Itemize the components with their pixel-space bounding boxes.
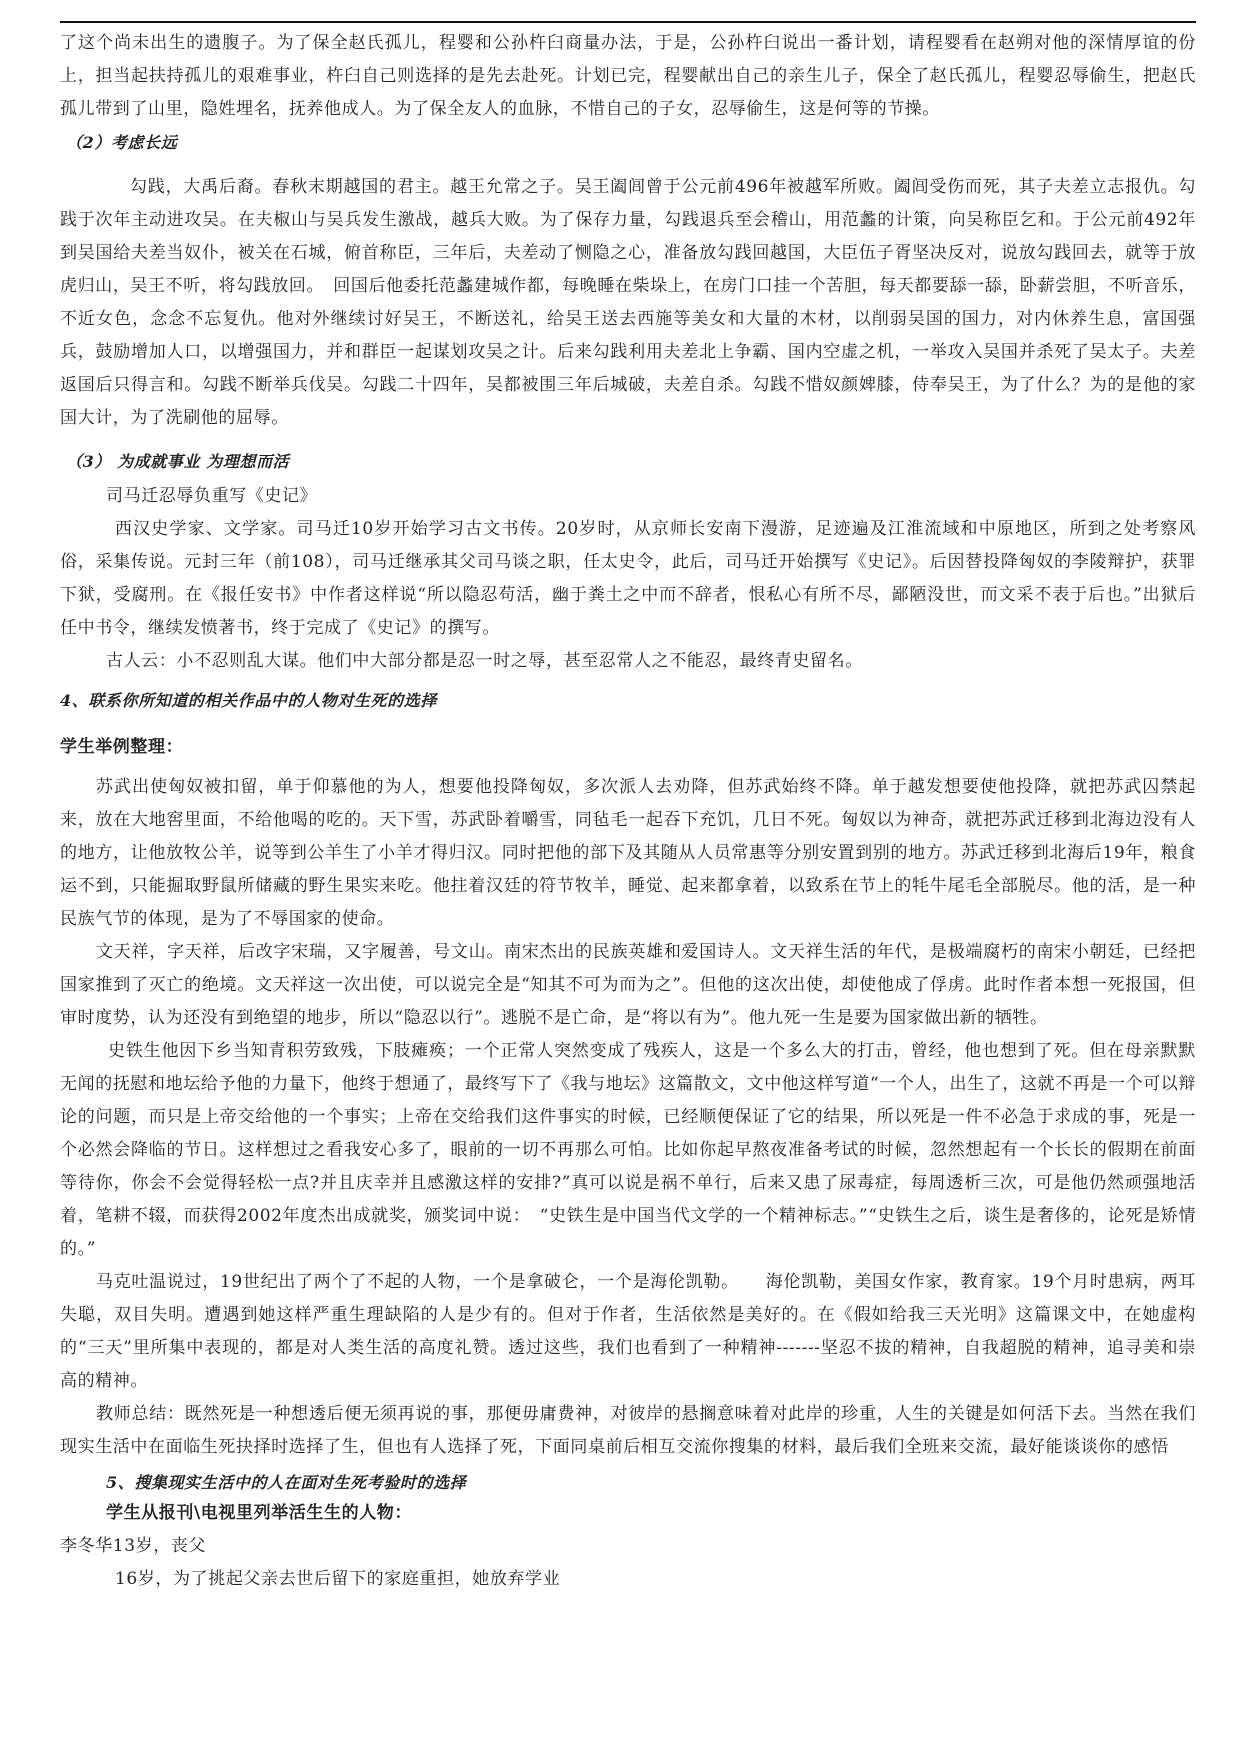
- paragraph-lidonghua: 李冬华13岁，丧父: [60, 1536, 207, 1556]
- paragraph-simaqian: 西汉史学家、文学家。司马迁10岁开始学习古文书传。20岁时，从京师长安南下漫游，足迹遍及江淮流域和中原地区，所到之处考察风俗，采集传说。元封三年（前108），司马迁继承其父司马谈之职，任太史令，此后，司马迁开始撰写《史记》。后因替投降匈奴的李陵辩护，获罪下狱，受腐刑。在《报任安书》中作者这样说“所以隐忍苟活，幽于粪土之中而不辞者，恨私心有所不尽，鄙陋没世，而文采不表于后也。”出狱后任中书令，继续发愤著书，终于完成了《史记》的撰写。: [60, 519, 1196, 638]
- paragraph-teacher-summary: 教师总结：既然死是一种想透后便无须再说的事，那便毋庸费神，对彼岸的悬搁意味着对此岸的珍重，人生的关键是如何活下去。当然在我们现实生活中在面临生死抉择时选择了生，但也有人选择了死，下面同桌前后相互交流你搜集的材料，最后我们全班来交流，最好能谈谈你的感悟: [60, 1404, 1196, 1457]
- heading-section-5: 5、搜集现实生活中的人在面对生死考验时的选择: [106, 1473, 467, 1492]
- heading-long-term: （2）考虑长远: [66, 133, 178, 152]
- header-rule: [60, 21, 1196, 23]
- paragraph-goujian: 勾践，大禹后裔。春秋末期越国的君主。越王允常之子。吴王阖闾曾于公元前496年被越军所败。阖闾受伤而死，其子夫差立志报仇。勾践于次年主动进攻吴。在夫椒山与吴兵发生激战，越兵大败。为了保存力量，勾践退兵至会稽山，用范蠡的计策，向吴称臣乞和。于公元前492年到吴国给夫差当奴仆，被关在石城，俯首称臣，三年后，夫差动了恻隐之心，准备放勾践回越国，大臣伍子胥坚决反对，说放勾践回去，就等于放虎归山，吴王不听，将勾践放回。 回国后他委托范蠡建城作都，每晚睡在柴垛上，在房门口挂一个苦胆，每天都要舔一舔，卧薪尝胆，不听音乐，不近女色，念念不忘复仇。他对外继续讨好吴王，不断送礼，给吴王送去西施等美女和大量的木材，以削弱吴国的国力，对内休养生息，富国强兵，鼓励增加人口，以增强国力，并和群臣一起谋划攻吴之计。后来勾践利用夫差北上争霸、国内空虚之机，一举攻入吴国并杀死了吴太子。夫差返国后只得言和。勾践不断举兵伐吴。勾践二十四年，吴都被围三年后城破，夫差自杀。勾践不惜奴颜婢膝，侍奉吴王，为了什么？为的是他的家国大计，为了洗刷他的屈辱。: [60, 177, 1196, 428]
- paragraph-helen-keller: 马克吐温说过，19世纪出了两个了不起的人物，一个是拿破仑，一个是海伦凯勒。 海伦凯勒，美国女作家，教育家。19个月时患病，两耳失聪，双目失明。遭遇到她这样严重生理缺陷的人是少有的。但对于作者，生活依然是美好的。在《假如给我三天光明》这篇课文中，在她虚构的“三天”里所集中表现的，都是对人类生活的高度礼赞。透过这些，我们也看到了一种精神-------坚忍不拔的精神，自我超脱的精神，追寻美和崇高的精神。: [60, 1272, 1196, 1391]
- document-body: [60, 27, 1196, 1596]
- heading-student-examples: 学生举例整理：: [60, 737, 184, 757]
- paragraph-zhao-orphan: 了这个尚未出生的遗腹子。为了保全赵氏孤儿，程婴和公孙杵臼商量办法，于是，公孙杵臼说出一番计划，请程婴看在赵朔对他的深情厚谊的份上，担当起扶持孤儿的艰难事业，杵臼自己则选择的是先去赴死。计划已完，程婴献出自己的亲生儿子，保全了赵氏孤儿，程婴忍辱偷生，把赵氏孤儿带到了山里，隐姓埋名，抚养他成人。为了保全友人的血脉，不惜自己的子女，忍辱偷生，这是何等的节操。: [60, 33, 1196, 119]
- paragraph-shitiesheng: 史铁生他因下乡当知青积劳致残，下肢瘫痪；一个正常人突然变成了残疾人，这是一个多么大的打击，曾经，他也想到了死。但在母亲默默无闻的抚慰和地坛给予他的力量下，他终于想通了，最终写下了《我与地坛》这篇散文，文中他这样写道“一个人，出生了，这就不再是一个可以辩论的问题，而只是上帝交给他的一个事实；上帝在交给我们这件事实的时候，已经顺便保证了它的结果，所以死是一件不必急于求成的事，死是一个必然会降临的节日。这样想过之看我安心多了，眼前的一切不再那么可怕。比如你起早熬夜准备考试的时候，忽然想起有一个长长的假期在前面等待你，你会不会觉得轻松一点?并且庆幸并且感激这样的安排?”真可以说是祸不单行，后来又患了尿毒症，每周透析三次，可是他仍然顽强地活着，笔耕不辍，而获得2002年度杰出成就奖，颁奖词中说： “史铁生是中国当代文学的一个精神标志。”“史铁生之后，谈生是奢侈的，论死是矫情的。”: [60, 1041, 1196, 1259]
- heading-ideal: （3） 为成就事业 为理想而活: [66, 452, 290, 471]
- paragraph-ancient-saying: 古人云：小不忍则乱大谋。他们中大部分都是忍一时之辱，甚至忍常人之不能忍，最终青史留名。: [106, 651, 863, 671]
- heading-section-4: 4、联系你所知道的相关作品中的人物对生死的选择: [60, 691, 437, 710]
- paragraph-suwu: 苏武出使匈奴被扣留，单于仰慕他的为人，想要他投降匈奴，多次派人去劝降，但苏武始终不降。单于越发想要使他投降，就把苏武囚禁起来，放在大地窖里面，不给他喝的吃的。天下雪，苏武卧着嚼雪，同毡毛一起吞下充饥，几日不死。匈奴以为神奇，就把苏武迁移到北海边没有人的地方，让他放牧公羊，说等到公羊生了小羊才得归汉。同时把他的部下及其随从人员常惠等分别安置到别的地方。苏武迁移到北海后19年，粮食运不到，只能掘取野鼠所储藏的野生果实来吃。他拄着汉廷的符节牧羊，睡觉、起来都拿着，以致系在节上的牦牛尾毛全部脱尽。他的活，是一种民族气节的体现，是为了不辱国家的使命。: [60, 777, 1196, 929]
- paragraph-wentianxiang: 文天祥，字天祥，后改字宋瑞，又字履善，号文山。南宋杰出的民族英雄和爱国诗人。文天祥生活的年代，是极端腐朽的南宋小朝廷，已经把国家推到了灭亡的绝境。文天祥这一次出使，可以说完全是“知其不可为而为之”。但他的这次出使，却使他成了俘虏。此时作者本想一死报国，但审时度势，认为还没有到绝望的地步，所以“隐忍以行”。逃脱不是亡命，是“将以有为”。他九死一生是要为国家做出新的牺牲。: [60, 942, 1196, 1028]
- paragraph-age-16: 16岁，为了挑起父亲去世后留下的家庭重担，她放弃学业: [115, 1569, 561, 1589]
- paragraph-simaqian-title: 司马迁忍辱负重写《史记》: [106, 486, 318, 506]
- heading-student-list: 学生从报刊\电视里列举活生生的人物：: [106, 1503, 413, 1523]
